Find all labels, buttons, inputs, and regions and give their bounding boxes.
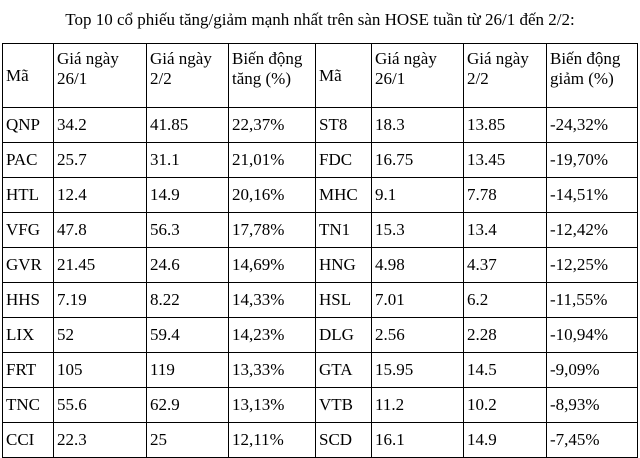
header-row (3, 44, 638, 108)
gain-code-cell: VFG (3, 213, 54, 248)
gain-change-cell: 14,33% (229, 283, 316, 318)
table-caption: Top 10 cổ phiếu tăng/giảm mạnh nhất trên sàn HOSE tuần từ 26/1 đến 2/2: (65, 10, 575, 29)
gain-change-cell: 21,01% (229, 143, 316, 178)
gain-change-cell: 14,23% (229, 318, 316, 353)
loss-code-cell: SCD (316, 423, 372, 458)
loss-price-end-cell: 13.85 (464, 108, 547, 143)
table-row (3, 248, 638, 283)
loss-change-cell: -9,09% (547, 353, 638, 388)
table-body (3, 44, 638, 458)
loss-price-end-cell: 10.2 (464, 388, 547, 423)
gain-code-cell: LIX (3, 318, 54, 353)
gain-change-cell: 13,13% (229, 388, 316, 423)
loss-change-cell: -19,70% (547, 143, 638, 178)
header-change-up: Biến động tăng (%) (229, 44, 316, 108)
gain-price-start-cell: 47.8 (54, 213, 147, 248)
gain-change-cell: 14,69% (229, 248, 316, 283)
table-row (3, 318, 638, 353)
header-price-end-loss: Giá ngày 2/2 (464, 44, 547, 108)
header-change-down: Biến động giảm (%) (547, 44, 638, 108)
loss-change-cell: -12,42% (547, 213, 638, 248)
table-row (3, 143, 638, 178)
table-row (3, 353, 638, 388)
gain-price-end-cell: 56.3 (147, 213, 229, 248)
loss-price-end-cell: 13.4 (464, 213, 547, 248)
gain-code-cell: CCI (3, 423, 54, 458)
loss-code-cell: VTB (316, 388, 372, 423)
table-row (3, 423, 638, 458)
header-code-loss: Mã (316, 44, 372, 108)
gain-change-cell: 22,37% (229, 108, 316, 143)
gain-price-start-cell: 12.4 (54, 178, 147, 213)
loss-code-cell: ST8 (316, 108, 372, 143)
gain-price-end-cell: 14.9 (147, 178, 229, 213)
loss-price-end-cell: 14.5 (464, 353, 547, 388)
loss-code-cell: TN1 (316, 213, 372, 248)
header-price-end: Giá ngày 2/2 (147, 44, 229, 108)
loss-price-end-cell: 4.37 (464, 248, 547, 283)
loss-price-start-cell: 7.01 (372, 283, 464, 318)
table-row (3, 213, 638, 248)
loss-price-end-cell: 14.9 (464, 423, 547, 458)
loss-change-cell: -10,94% (547, 318, 638, 353)
stock-table (2, 43, 638, 458)
loss-price-end-cell: 6.2 (464, 283, 547, 318)
gain-price-end-cell: 59.4 (147, 318, 229, 353)
loss-price-end-cell: 7.78 (464, 178, 547, 213)
gain-price-start-cell: 34.2 (54, 108, 147, 143)
table-row (3, 108, 638, 143)
gain-change-cell: 12,11% (229, 423, 316, 458)
table-row (3, 283, 638, 318)
loss-change-cell: -11,55% (547, 283, 638, 318)
header-price-start-loss: Giá ngày 26/1 (372, 44, 464, 108)
loss-code-cell: GTA (316, 353, 372, 388)
gain-price-start-cell: 21.45 (54, 248, 147, 283)
table-row (3, 178, 638, 213)
gain-price-start-cell: 105 (54, 353, 147, 388)
loss-price-end-cell: 13.45 (464, 143, 547, 178)
gain-price-end-cell: 8.22 (147, 283, 229, 318)
loss-price-start-cell: 15.95 (372, 353, 464, 388)
loss-price-start-cell: 2.56 (372, 318, 464, 353)
gain-code-cell: HHS (3, 283, 54, 318)
gain-code-cell: GVR (3, 248, 54, 283)
gain-price-end-cell: 119 (147, 353, 229, 388)
gain-change-cell: 20,16% (229, 178, 316, 213)
gain-price-end-cell: 41.85 (147, 108, 229, 143)
loss-price-start-cell: 16.1 (372, 423, 464, 458)
gain-price-start-cell: 7.19 (54, 283, 147, 318)
gain-price-end-cell: 25 (147, 423, 229, 458)
loss-price-start-cell: 4.98 (372, 248, 464, 283)
header-price-start: Giá ngày 26/1 (54, 44, 147, 108)
gain-price-end-cell: 24.6 (147, 248, 229, 283)
loss-price-end-cell: 2.28 (464, 318, 547, 353)
loss-price-start-cell: 16.75 (372, 143, 464, 178)
gain-price-start-cell: 52 (54, 318, 147, 353)
loss-code-cell: FDC (316, 143, 372, 178)
loss-code-cell: MHC (316, 178, 372, 213)
gain-code-cell: TNC (3, 388, 54, 423)
gain-code-cell: HTL (3, 178, 54, 213)
gain-code-cell: PAC (3, 143, 54, 178)
gain-price-end-cell: 62.9 (147, 388, 229, 423)
gain-price-start-cell: 55.6 (54, 388, 147, 423)
gain-price-start-cell: 25.7 (54, 143, 147, 178)
gain-change-cell: 13,33% (229, 353, 316, 388)
loss-price-start-cell: 9.1 (372, 178, 464, 213)
loss-price-start-cell: 15.3 (372, 213, 464, 248)
loss-code-cell: DLG (316, 318, 372, 353)
loss-change-cell: -12,25% (547, 248, 638, 283)
loss-code-cell: HSL (316, 283, 372, 318)
loss-change-cell: -24,32% (547, 108, 638, 143)
loss-change-cell: -14,51% (547, 178, 638, 213)
table-row (3, 388, 638, 423)
gain-change-cell: 17,78% (229, 213, 316, 248)
loss-change-cell: -7,45% (547, 423, 638, 458)
loss-change-cell: -8,93% (547, 388, 638, 423)
gain-price-end-cell: 31.1 (147, 143, 229, 178)
loss-code-cell: HNG (316, 248, 372, 283)
gain-price-start-cell: 22.3 (54, 423, 147, 458)
loss-price-start-cell: 18.3 (372, 108, 464, 143)
gain-code-cell: QNP (3, 108, 54, 143)
loss-price-start-cell: 11.2 (372, 388, 464, 423)
header-code: Mã (3, 44, 54, 108)
gain-code-cell: FRT (3, 353, 54, 388)
